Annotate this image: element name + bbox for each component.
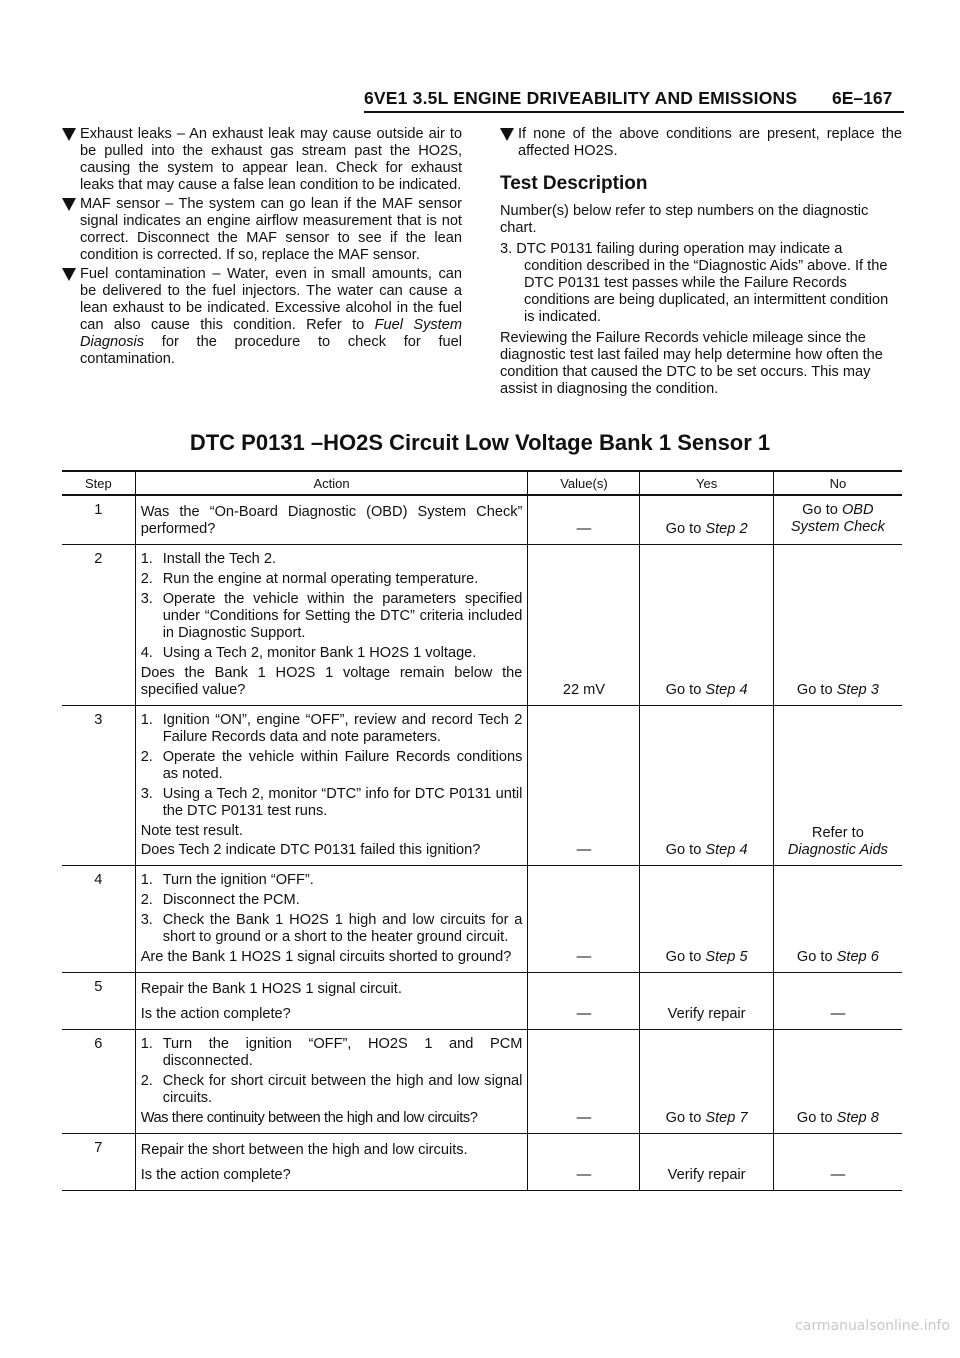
refer-to-label: Refer to: [811, 825, 864, 841]
value-cell: —: [528, 866, 640, 973]
action-cell: [135, 495, 528, 545]
diagnostic-aids-ref: Diagnostic Aids: [787, 842, 888, 858]
action-item: 3. Check the Bank 1 HO2S 1 high and low circuits for a short to ground or a short to the heater ground circuit.: [140, 912, 523, 945]
page-number: 6E–167: [832, 88, 893, 108]
value-cell: —: [528, 706, 640, 866]
header-action: Action: [135, 471, 528, 495]
action-cell: [135, 1030, 528, 1134]
no-cell: [773, 706, 902, 866]
action-item: 4. Using a Tech 2, monitor Bank 1 HO2S 1 voltage.: [140, 645, 477, 661]
test-description-closing: Reviewing the Failure Records vehicle mileage since the diagnostic test last failed may help determine how often the condition that caused the DTC to be set occurs. This may assist in diagnosing the condition.: [500, 330, 883, 397]
no-cell: —: [773, 1134, 902, 1191]
action-cell: [135, 706, 528, 866]
bullet-triangle-icon: [62, 268, 76, 281]
action-cell: [135, 866, 528, 973]
yes-cell: Verify repair: [640, 1134, 773, 1191]
obd-system-check-ref: OBD System Check: [790, 502, 885, 535]
yes-cell: Go to Step 5: [640, 866, 773, 973]
test-description-step3: [500, 241, 902, 326]
step-number: 1: [62, 495, 135, 545]
action-question: Does Tech 2 indicate DTC P0131 failed this ignition?: [140, 842, 481, 858]
value-cell: —: [528, 973, 640, 1030]
fuel-system-diagnosis-ref: Fuel System Diagnosis: [80, 317, 462, 350]
table-row: [62, 495, 902, 545]
step-ref: Step 5: [705, 949, 748, 965]
left-column: [62, 126, 462, 370]
action-question: Are the Bank 1 HO2S 1 signal circuits shorted to ground?: [140, 949, 512, 965]
bullet-exhaust-leaks: [62, 126, 462, 194]
action-question: Is the action complete?: [140, 1006, 291, 1022]
go-to-label: Go to: [665, 521, 702, 537]
table-row: [62, 706, 902, 866]
header-step: Step: [62, 471, 135, 495]
table-row: [62, 1134, 902, 1191]
no-cell: Go to Step 3: [773, 545, 902, 706]
bullet-maf-sensor: [62, 196, 462, 264]
bullet-text: for the procedure to check for fuel contamination.: [80, 334, 462, 367]
header-values: Value(s): [528, 471, 640, 495]
yes-cell: [640, 495, 773, 545]
action-question: Was there continuity between the high and low circuits?: [140, 1110, 478, 1126]
step-ref: Step 2: [705, 521, 748, 537]
watermark: carmanualsonline.info: [795, 1318, 950, 1334]
right-column: [500, 126, 902, 402]
action-cell: [135, 1134, 528, 1191]
no-cell: Go to Step 8: [773, 1030, 902, 1134]
action-item: 2. Check for short circuit between the high and low signal circuits.: [140, 1073, 523, 1106]
header-no: No: [773, 471, 902, 495]
bullet-fuel-contamination: [62, 266, 462, 368]
test-description-intro: Number(s) below refer to step numbers on the diagnostic chart.: [500, 203, 869, 236]
table-row: [62, 1030, 902, 1134]
action-item: 1. Turn the ignition “OFF”.: [140, 872, 314, 888]
step-ref: Step 7: [705, 1110, 748, 1126]
step-number: 2: [62, 545, 135, 706]
value-cell: —: [528, 1134, 640, 1191]
bullet-triangle-icon: [500, 128, 514, 141]
bullet-triangle-icon: [62, 128, 76, 141]
step-number: 4: [62, 866, 135, 973]
bullet-text: Exhaust leaks – An exhaust leak may cause outside air to be pulled into the exhaust gas stream past the HO2S, causing the system to appear lean. Check for exhaust leaks that may cause a false lean condition to be indicated.: [80, 126, 462, 193]
value-cell: 22 mV: [528, 545, 640, 706]
action-item: 3. Using a Tech 2, monitor “DTC” info for DTC P0131 until the DTC P0131 test runs.: [140, 786, 523, 819]
table-row: [62, 973, 902, 1030]
yes-cell: Verify repair: [640, 973, 773, 1030]
value-cell: —: [528, 495, 640, 545]
step-ref: Step 3: [836, 682, 879, 698]
table-row: [62, 866, 902, 973]
action-cell: [135, 973, 528, 1030]
bullet-replace-ho2s: [500, 126, 902, 160]
action-note: Note test result.: [140, 823, 243, 839]
no-cell: —: [773, 973, 902, 1030]
action-question: Is the action complete?: [140, 1167, 291, 1183]
dtc-title: DTC P0131 –HO2S Circuit Low Voltage Bank 1 Sensor 1: [189, 430, 771, 455]
action-item: 3. Operate the vehicle within the parameters specified under “Conditions for Setting the DTC” criteria included in Diagnostic Support.: [140, 591, 523, 641]
bullet-text: Fuel contamination – Water, even in small amounts, can be delivered to the fuel injectors. The water can cause a lean exhaust to be indicated. Excessive alcohol in the fuel can also cause this condition. Refer to: [80, 266, 462, 333]
yes-cell: Go to Step 4: [640, 545, 773, 706]
step-ref: Step 8: [836, 1110, 879, 1126]
diagnostic-table: [62, 470, 902, 1191]
step-number: 3: [62, 706, 135, 866]
step-number: 5: [62, 973, 135, 1030]
step-number: 6: [62, 1030, 135, 1134]
action-line: Repair the short between the high and low circuits.: [140, 1142, 468, 1158]
action-cell: [135, 545, 528, 706]
step-ref: Step 4: [705, 682, 748, 698]
step-ref: Step 6: [836, 949, 879, 965]
test-description-heading: Test Description: [500, 173, 648, 194]
action-item: 2. Run the engine at normal operating temperature.: [140, 571, 479, 587]
no-cell: [773, 495, 902, 545]
table-row: [62, 545, 902, 706]
action-line: Repair the Bank 1 HO2S 1 signal circuit.: [140, 981, 402, 997]
step3-lead: 3. DTC P0131 failing during operation may indicate a: [500, 241, 843, 257]
step-number: 7: [62, 1134, 135, 1191]
page-header-title: 6VE1 3.5L ENGINE DRIVEABILITY AND EMISSIONS: [364, 88, 798, 108]
go-to-label: Go to: [802, 502, 838, 518]
action-item: 2. Disconnect the PCM.: [140, 892, 300, 908]
action-item: 1. Install the Tech 2.: [140, 551, 276, 567]
action-question: Was the “On-Board Diagnostic (OBD) System Check” performed?: [140, 504, 523, 537]
no-cell: Go to Step 6: [773, 866, 902, 973]
value-cell: —: [528, 1030, 640, 1134]
yes-cell: Go to Step 4: [640, 706, 773, 866]
bullet-text: If none of the above conditions are present, replace the affected HO2S.: [518, 126, 902, 159]
action-item: 1. Ignition “ON”, engine “OFF”, review and record Tech 2 Failure Records data and note parameters.: [140, 712, 523, 745]
bullet-triangle-icon: [62, 198, 76, 211]
header-yes: Yes: [640, 471, 773, 495]
table-header-row: [62, 471, 902, 495]
action-question: Does the Bank 1 HO2S 1 voltage remain below the specified value?: [140, 665, 523, 698]
action-item: 2. Operate the vehicle within Failure Records conditions as noted.: [140, 749, 523, 782]
header-rule: [364, 111, 904, 113]
step-ref: Step 4: [705, 842, 748, 858]
action-item: 1. Turn the ignition “OFF”, HO2S 1 and PCM disconnected.: [140, 1036, 523, 1069]
bullet-text: MAF sensor – The system can go lean if the MAF sensor signal indicates an engine airflow measurement that is not correct. Disconnect the MAF sensor to see if the lean condition is corrected. If so, replace the MAF sensor.: [80, 196, 462, 263]
step3-rest: condition described in the “Diagnostic Aids” above. If the DTC P0131 test passes while the Failure Records conditions are being duplicated, an intermittent condition is indicated.: [524, 258, 889, 325]
yes-cell: Go to Step 7: [640, 1030, 773, 1134]
